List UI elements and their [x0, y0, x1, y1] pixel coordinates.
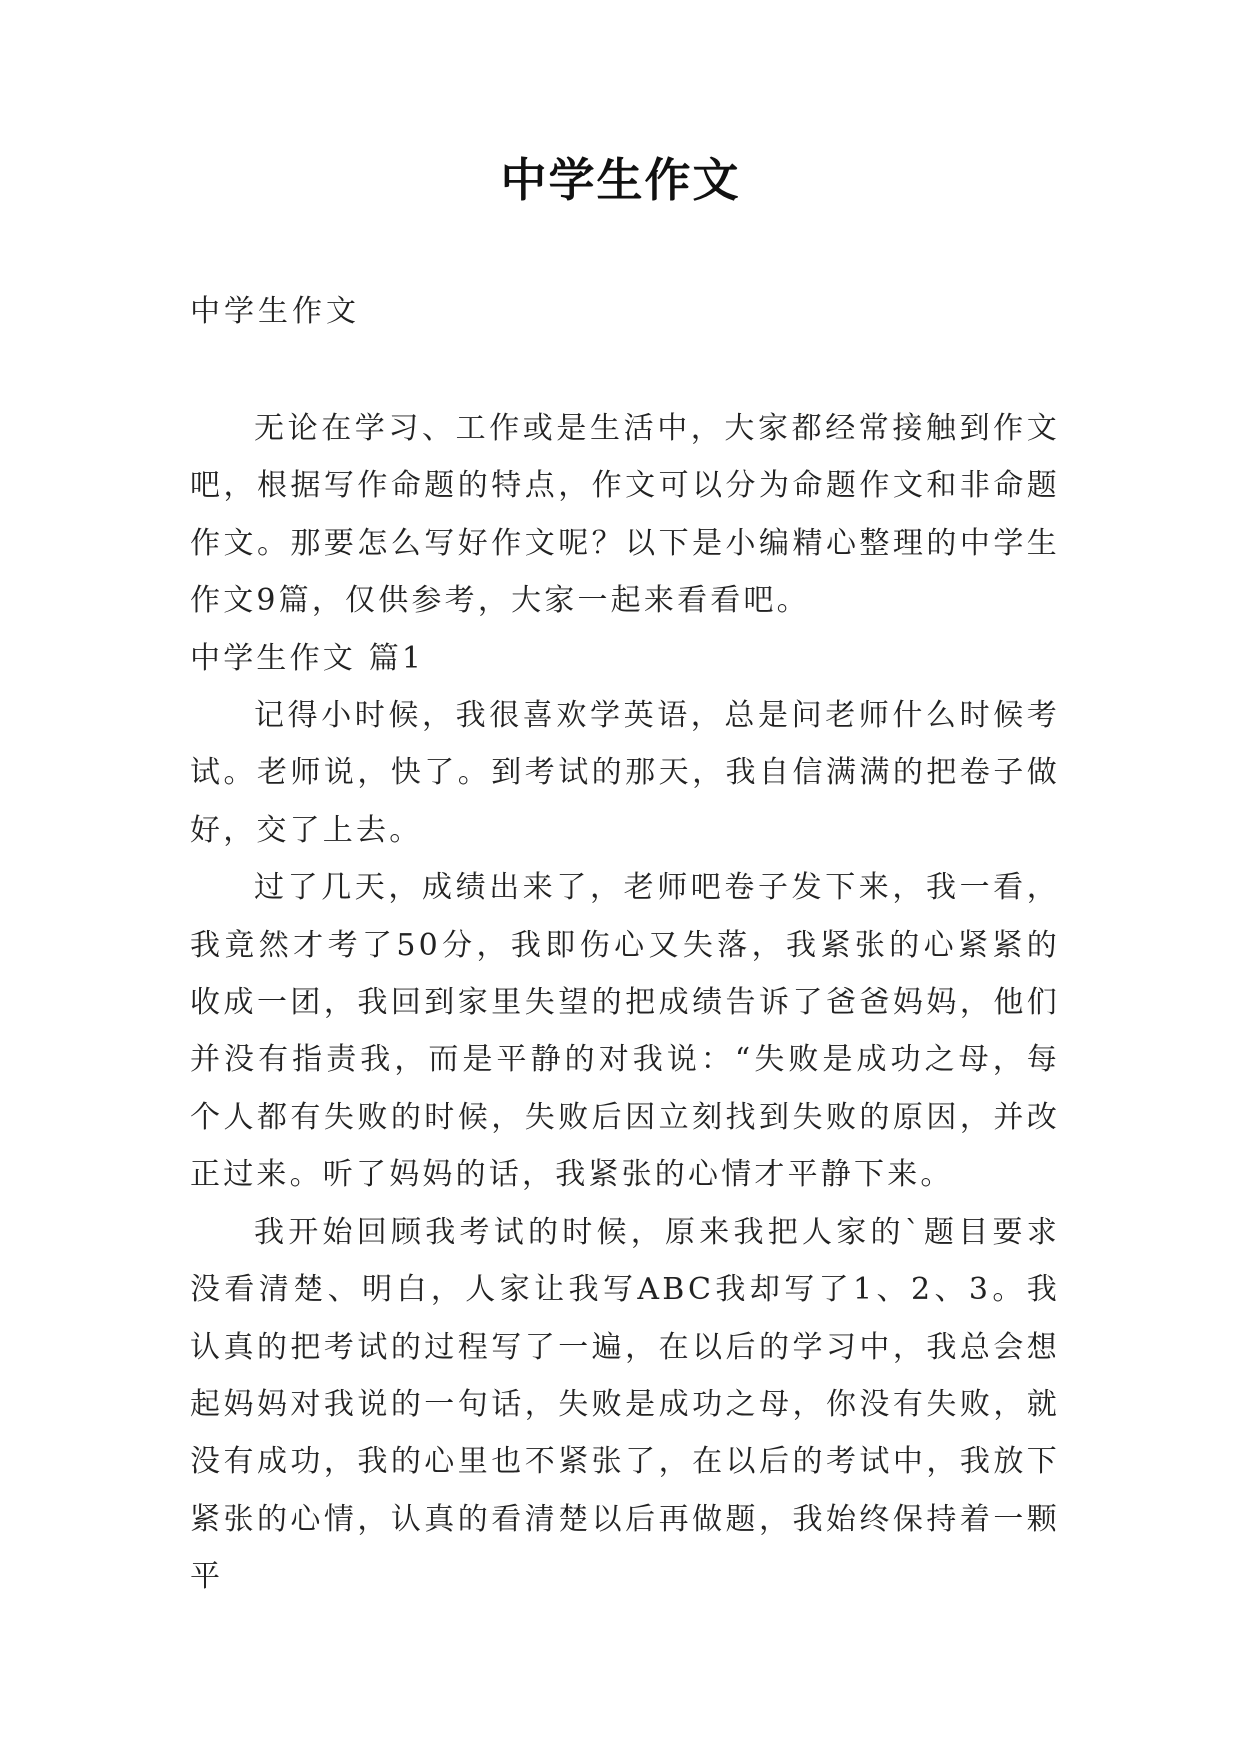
body-paragraph: 记得小时候，我很喜欢学英语，总是问老师什么时候考试。老师说，快了。到考试的那天，我自信满满的把卷子做好，交了上去。: [190, 698, 1060, 848]
body-paragraph: 过了几天，成绩出来了，老师吧卷子发下来，我一看，我竟然才考了50分，我即伤心又失落，我紧张的心紧紧的收成一团，我回到家里失望的把成绩告诉了爸爸妈妈，他们并没有指责我，而是平静的对我说：“失败是成功之母，每个人都有失败的时候，失败后因立刻找到失败的原因，并改正过来。听了妈妈的话，我紧张的心情才平静下来。: [190, 870, 1060, 1193]
section-heading: 中学生作文 篇1: [190, 640, 425, 676]
intro-paragraph: 无论在学习、工作或是生活中，大家都经常接触到作文吧，根据写作命题的特点，作文可以分为命题作文和非命题作文。那要怎么写好作文呢？以下是小编精心整理的中学生作文9篇，仅供参考，大家一起来看看吧。: [190, 411, 1060, 619]
body-paragraph: 我开始回顾我考试的时候，原来我把人家的`题目要求没看清楚、明白，人家让我写ABC我却写了1、2、3。我认真的把考试的过程写了一遍，在以后的学习中，我总会想起妈妈对我说的一句话，失败是成功之母，你没有失败，就没有成功，我的心里也不紧张了，在以后的考试中，我放下紧张的心情，认真的看清楚以后再做题，我始终保持着一颗平: [190, 1214, 1060, 1595]
document-body: [190, 400, 1060, 1606]
document-subtitle: 中学生作文: [190, 294, 360, 329]
page-title: 中学生作文: [500, 153, 741, 207]
